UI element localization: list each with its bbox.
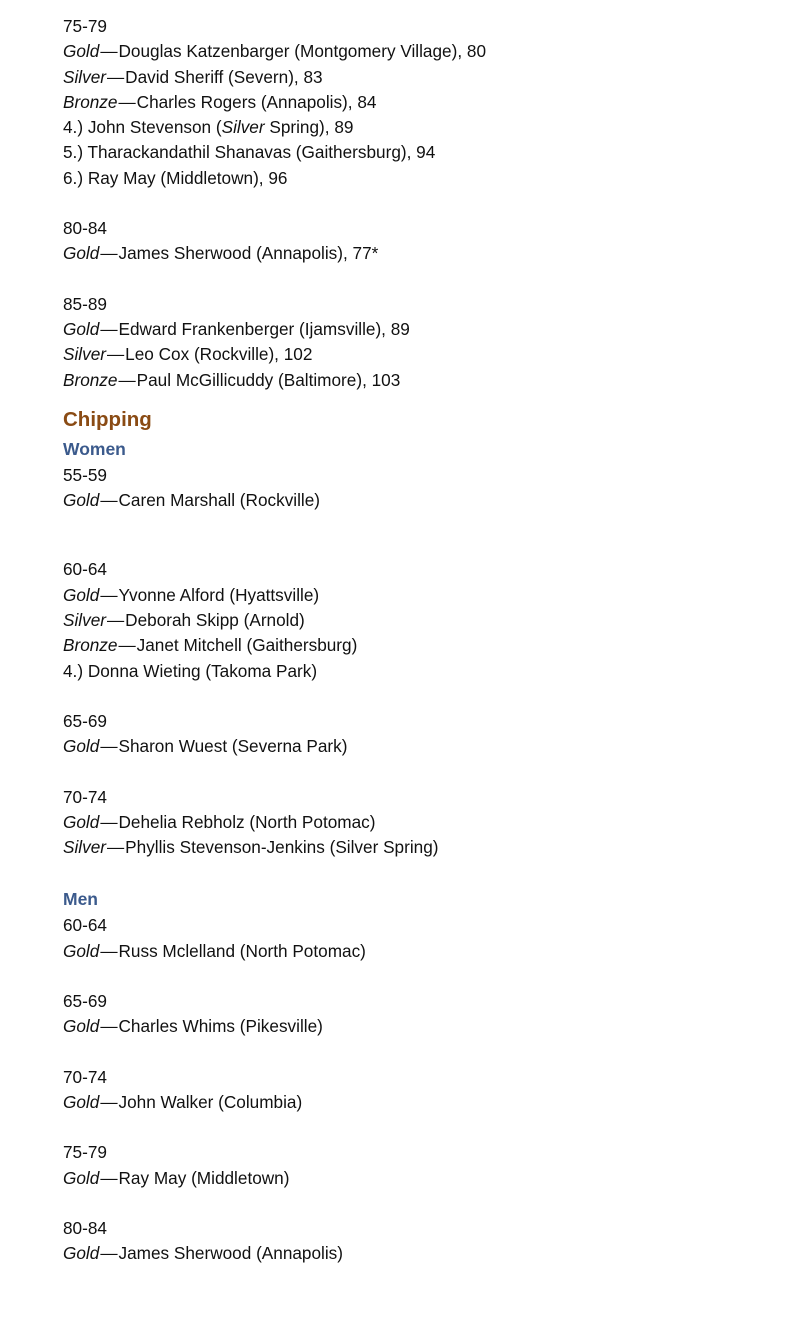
medal-label: Silver [63, 66, 106, 87]
dash: — [100, 940, 118, 961]
age-group-label: 75-79 [63, 16, 107, 36]
women-age-group-60-64 [63, 557, 780, 683]
age-group-75-79 [63, 14, 780, 191]
spacer [63, 1191, 780, 1216]
spacer [63, 267, 780, 292]
men-age-group-80-84 [63, 1216, 780, 1267]
medal-label: Bronze [63, 91, 118, 112]
dash: — [100, 584, 118, 605]
bronze-result [63, 90, 780, 115]
spacer [63, 860, 780, 885]
men-age-group-65-69 [63, 989, 780, 1040]
dash: — [100, 811, 118, 832]
event-title-chipping: Chipping [63, 407, 152, 431]
spacer [63, 513, 780, 538]
result-text-prefix: 4.) John Stevenson ( [63, 117, 222, 138]
silver-result [63, 65, 780, 90]
men-age-group-60-64 [63, 913, 780, 964]
age-group-label: 65-69 [63, 991, 107, 1012]
women-age-group-70-74 [63, 785, 780, 861]
spacer [63, 1115, 780, 1140]
result-text: Charles Whims (Pikesville) [118, 1016, 323, 1037]
age-group-label: 65-69 [63, 710, 107, 731]
result-text: Charles Rogers (Annapolis), 84 [136, 91, 377, 112]
dash: — [118, 91, 136, 112]
result-text: James Sherwood (Annapolis), 77* [118, 243, 379, 264]
bronze-result [63, 368, 780, 393]
gold-result [63, 317, 780, 342]
age-group-label: 85-89 [63, 293, 107, 314]
spacer [63, 684, 780, 709]
dash: — [100, 736, 118, 757]
spacer [63, 964, 780, 989]
gold-result [63, 939, 780, 964]
result-text: Paul McGillicuddy (Baltimore), 103 [136, 369, 401, 390]
result-text: Dehelia Rebholz (North Potomac) [118, 811, 376, 832]
gender-heading-women: Women [63, 438, 126, 459]
medal-label: Gold [63, 1167, 100, 1188]
medal-label: Gold [63, 1016, 100, 1037]
gold-result [63, 734, 780, 759]
place-4-result [63, 115, 780, 140]
silver-result [63, 608, 780, 633]
place-5-result: 5.) Tharackandathil Shanavas (Gaithersburg), 94 [63, 142, 436, 163]
dash: — [106, 66, 125, 87]
age-group-label: 70-74 [63, 786, 107, 807]
gold-result [63, 488, 780, 513]
result-text: David Sheriff (Severn), 83 [125, 66, 323, 87]
gold-result [63, 39, 780, 64]
medal-label: Gold [63, 318, 100, 339]
medal-label: Gold [63, 811, 100, 832]
dash: — [106, 610, 125, 631]
result-text: Ray May (Middletown) [118, 1167, 290, 1188]
dash: — [100, 1016, 118, 1037]
medal-label: Silver [63, 610, 106, 631]
result-text: Yvonne Alford (Hyattsville) [118, 584, 320, 605]
result-text: James Sherwood (Annapolis) [118, 1243, 344, 1264]
age-group-label: 80-84 [63, 1217, 107, 1238]
results-page [63, 14, 780, 1266]
bronze-result [63, 633, 780, 658]
medal-label: Bronze [63, 635, 118, 656]
age-group-85-89 [63, 292, 780, 393]
spacer [63, 760, 780, 785]
medal-label: Gold [63, 736, 100, 757]
gold-result [63, 241, 780, 266]
result-text: John Walker (Columbia) [118, 1091, 303, 1112]
result-text: Leo Cox (Rockville), 102 [125, 344, 313, 365]
silver-result [63, 835, 780, 860]
medal-label: Gold [63, 243, 100, 264]
result-text-suffix: Spring), 89 [264, 117, 354, 138]
result-text: Caren Marshall (Rockville) [118, 490, 321, 511]
dash: — [106, 837, 125, 858]
place-4-result: 4.) Donna Wieting (Takoma Park) [63, 660, 318, 681]
dash: — [100, 41, 118, 62]
age-group-label: 70-74 [63, 1066, 107, 1087]
result-text: Edward Frankenberger (Ijamsville), 89 [118, 318, 410, 339]
women-age-group-65-69 [63, 709, 780, 760]
age-group-80-84 [63, 216, 780, 267]
dash: — [100, 243, 118, 264]
medal-label: Silver [63, 837, 106, 858]
medal-label: Gold [63, 41, 100, 62]
spacer [63, 191, 780, 216]
gold-result [63, 1166, 780, 1191]
result-text: Douglas Katzenbarger (Montgomery Village), 80 [118, 41, 487, 62]
dash: — [100, 318, 118, 339]
medal-label: Silver [63, 344, 106, 365]
dash: — [100, 1167, 118, 1188]
dash: — [100, 1243, 118, 1264]
age-group-label: 80-84 [63, 218, 107, 239]
medal-label: Gold [63, 584, 100, 605]
gold-result [63, 1090, 780, 1115]
medal-label: Bronze [63, 369, 118, 390]
men-age-group-70-74 [63, 1065, 780, 1116]
result-text: Phyllis Stevenson-Jenkins (Silver Spring) [125, 837, 439, 858]
medal-label: Gold [63, 490, 100, 511]
gold-result [63, 1014, 780, 1039]
result-text: Deborah Skipp (Arnold) [125, 610, 305, 631]
result-text: Janet Mitchell (Gaithersburg) [136, 635, 358, 656]
place-6-result: 6.) Ray May (Middletown), 96 [63, 167, 288, 188]
gender-heading-men: Men [63, 889, 98, 910]
age-group-label: 60-64 [63, 915, 107, 936]
silver-result [63, 342, 780, 367]
result-text: Russ Mclelland (North Potomac) [118, 940, 366, 961]
dash: — [118, 635, 136, 656]
age-group-label: 75-79 [63, 1142, 107, 1163]
dash: — [100, 1091, 118, 1112]
medal-label: Gold [63, 1243, 100, 1264]
gold-result [63, 810, 780, 835]
women-age-group-55-59 [63, 463, 780, 514]
result-text: Sharon Wuest (Severna Park) [118, 736, 348, 757]
spacer [63, 1040, 780, 1065]
result-text-italic: Silver [221, 117, 265, 138]
age-group-label: 55-59 [63, 464, 107, 485]
age-group-label: 60-64 [63, 559, 107, 580]
dash: — [118, 369, 136, 390]
medal-label: Gold [63, 940, 100, 961]
gold-result [63, 1241, 780, 1266]
dash: — [100, 490, 118, 511]
medal-label: Gold [63, 1091, 100, 1112]
spacer [63, 538, 780, 557]
gold-result [63, 583, 780, 608]
men-age-group-75-79 [63, 1140, 780, 1191]
dash: — [106, 344, 125, 365]
